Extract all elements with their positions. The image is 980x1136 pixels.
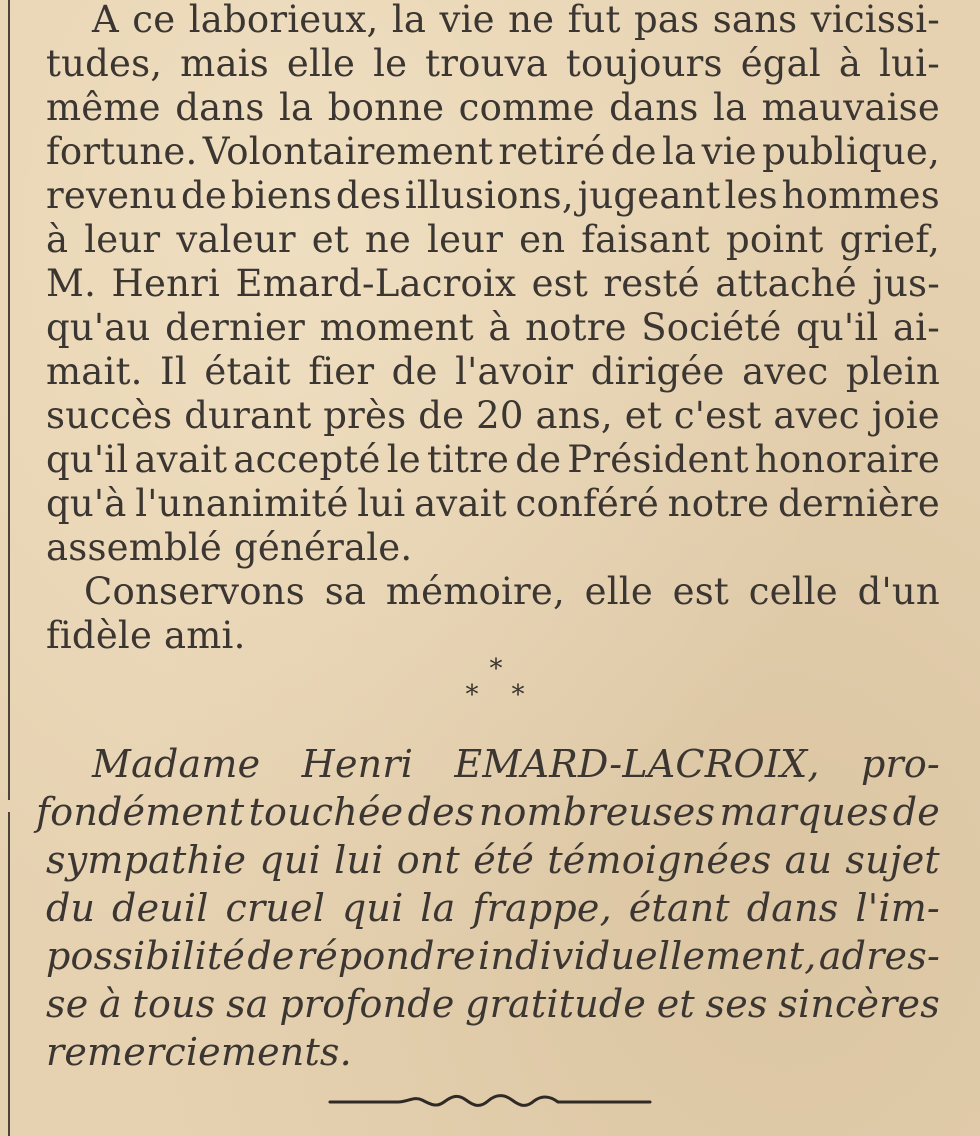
word: publique, <box>762 130 940 173</box>
text-line <box>36 790 940 834</box>
word: vie <box>439 0 495 41</box>
word: le <box>386 438 421 481</box>
word: fier <box>308 350 375 393</box>
word: Société <box>641 306 782 349</box>
column-rule-top <box>8 0 10 800</box>
text-line <box>46 438 940 482</box>
text-line <box>46 934 940 978</box>
word: fortune. <box>46 130 198 173</box>
word: sincères <box>778 982 940 1026</box>
asterism-star: * <box>465 680 479 710</box>
word: mémoire, <box>385 570 565 613</box>
word: avec <box>773 394 860 437</box>
word: nombreuses <box>478 790 716 834</box>
text-line <box>46 350 940 394</box>
word: à <box>838 42 862 85</box>
word: ont <box>396 838 461 882</box>
word: Il <box>160 350 187 393</box>
word: jus- <box>872 262 940 305</box>
word: retiré <box>498 130 606 173</box>
word: M. <box>46 262 97 305</box>
text-line <box>46 570 940 614</box>
word: lui- <box>879 42 940 85</box>
word: frappe, <box>472 886 612 930</box>
text-line: fidèle ami. <box>46 614 246 657</box>
text-line <box>46 482 940 526</box>
word: accepté <box>233 438 381 481</box>
word: honoraire <box>754 438 940 481</box>
word: de <box>181 174 228 217</box>
word: du <box>46 886 96 930</box>
word: ne <box>364 218 412 261</box>
word: vie <box>701 130 757 173</box>
word: ses <box>705 982 768 1026</box>
text-line: remerciements. <box>46 1030 352 1074</box>
word: de <box>391 350 438 393</box>
text-line <box>46 218 940 262</box>
word: notre <box>525 306 627 349</box>
word: leur <box>84 218 161 261</box>
word: la <box>662 130 697 173</box>
word: avait <box>134 438 228 481</box>
word: été <box>473 838 535 882</box>
word: possibilité <box>46 934 246 978</box>
text-line <box>46 174 940 218</box>
word: grief, <box>839 218 940 261</box>
word: la <box>420 886 456 930</box>
word: conféré <box>515 482 659 525</box>
word: resté <box>603 262 700 305</box>
text-line <box>46 838 940 882</box>
word: illusions, <box>404 174 574 217</box>
word: mait. <box>46 350 143 393</box>
text-line <box>46 394 940 438</box>
word: leur <box>427 218 504 261</box>
text-line: assemblé générale. <box>46 526 413 569</box>
word: lui <box>357 482 406 525</box>
word: avec <box>742 350 829 393</box>
word: c'est <box>673 394 762 437</box>
word: ai- <box>892 306 940 349</box>
word: répondre <box>296 934 476 978</box>
word: point <box>725 218 824 261</box>
text-line <box>46 262 940 306</box>
word: sa <box>226 982 269 1026</box>
word: cruel <box>225 886 326 930</box>
word: qu'à <box>46 482 127 525</box>
word: valeur <box>176 218 296 261</box>
word: avait <box>414 482 507 525</box>
word: joie <box>871 394 940 437</box>
text-line <box>46 886 940 930</box>
word: sympathie <box>46 838 247 882</box>
word: d'un <box>857 570 940 613</box>
word: mais <box>180 42 269 85</box>
word: et <box>311 218 349 261</box>
word: témoignées <box>547 838 772 882</box>
asterism-star: * <box>511 680 525 710</box>
word: la <box>278 86 314 129</box>
word: attaché <box>715 262 857 305</box>
word: dernier <box>165 306 306 349</box>
word: Conservons <box>84 570 305 613</box>
word: l'unanimité <box>135 482 349 525</box>
word: de <box>247 934 295 978</box>
word: ce <box>132 0 176 41</box>
word: profonde <box>279 982 455 1026</box>
word: gratitude <box>465 982 647 1026</box>
word: pro- <box>860 742 940 786</box>
word: qui <box>259 838 321 882</box>
word: succès <box>46 394 173 437</box>
word: comme <box>458 86 595 129</box>
word: dans <box>175 86 265 129</box>
word: marques <box>719 790 889 834</box>
word: le <box>373 42 408 85</box>
word: 20 <box>476 394 524 437</box>
word: ans, <box>535 394 613 437</box>
word: laborieux, <box>188 0 379 41</box>
word: la <box>712 86 748 129</box>
word: plein <box>845 350 940 393</box>
word: Henri <box>301 742 414 786</box>
word: faisant <box>581 218 710 261</box>
word: des <box>335 174 402 217</box>
word: fut <box>567 0 621 41</box>
text-line <box>46 982 940 1026</box>
column-rule-bottom <box>8 812 10 1136</box>
word: ne <box>508 0 555 41</box>
word: EMARD-LACROIX, <box>454 742 820 786</box>
asterism-separator <box>446 655 546 715</box>
word: de <box>610 130 657 173</box>
word: toujours <box>565 42 723 85</box>
word: de <box>515 438 562 481</box>
flourish-divider <box>328 1088 652 1114</box>
word: bonne <box>327 86 445 129</box>
word: Henri <box>111 262 221 305</box>
word: mauvaise <box>761 86 940 129</box>
word: notre <box>667 482 770 525</box>
word: sujet <box>845 838 940 882</box>
word: qui <box>341 886 404 930</box>
text-line <box>46 42 940 86</box>
word: titre <box>426 438 510 481</box>
word: celle <box>748 570 838 613</box>
word: trouva <box>425 42 548 85</box>
word: qu'au <box>46 306 151 349</box>
word: elle <box>286 42 356 85</box>
word: fondément <box>36 790 245 834</box>
word: sa <box>324 570 367 613</box>
word: de <box>892 790 940 834</box>
word: à <box>488 306 511 349</box>
word: Emard-Lacroix <box>235 262 517 305</box>
word: l'im- <box>855 886 940 930</box>
word: individuellement, <box>478 934 817 978</box>
text-line <box>46 306 940 350</box>
word: Président <box>567 438 749 481</box>
word: hommes <box>781 174 940 217</box>
word: de <box>418 394 465 437</box>
word: la <box>391 0 427 41</box>
word: l'avoir <box>455 350 574 393</box>
text-line <box>46 86 940 130</box>
text-line <box>46 0 940 42</box>
word: A <box>92 0 119 41</box>
word: Madame <box>92 742 261 786</box>
word: dans <box>609 86 699 129</box>
word: deuil <box>112 886 209 930</box>
word: égal <box>740 42 821 85</box>
word: les <box>724 174 778 217</box>
word: elle <box>584 570 653 613</box>
word: adres- <box>818 934 940 978</box>
word: touchée <box>248 790 404 834</box>
word: qu'il <box>796 306 879 349</box>
text-line <box>46 130 940 174</box>
word: Volontairement <box>202 130 494 173</box>
word: dirigée <box>590 350 725 393</box>
word: à <box>99 982 122 1026</box>
word: était <box>204 350 291 393</box>
asterism-star: * <box>489 655 503 684</box>
word: en <box>519 218 566 261</box>
word: se <box>46 982 89 1026</box>
word: jugeant <box>577 174 721 217</box>
word: sans <box>712 0 798 41</box>
word: étant <box>628 886 730 930</box>
word: qu'il <box>46 438 129 481</box>
word: des <box>407 790 475 834</box>
word: revenu <box>46 174 178 217</box>
word: et <box>624 394 662 437</box>
word: biens <box>230 174 333 217</box>
word: est <box>531 262 588 305</box>
word: pas <box>633 0 700 41</box>
word: au <box>784 838 833 882</box>
word: dernière <box>777 482 940 525</box>
word: moment <box>319 306 474 349</box>
word: près <box>323 394 407 437</box>
word: tudes, <box>46 42 163 85</box>
text-line <box>46 742 940 786</box>
word: même <box>46 86 161 129</box>
word: à <box>46 218 69 261</box>
word: tous <box>132 982 216 1026</box>
word: dans <box>746 886 839 930</box>
word: durant <box>184 394 312 437</box>
word: et <box>656 982 695 1026</box>
word: lui <box>334 838 384 882</box>
word: vicissi- <box>810 0 940 41</box>
word: est <box>672 570 729 613</box>
